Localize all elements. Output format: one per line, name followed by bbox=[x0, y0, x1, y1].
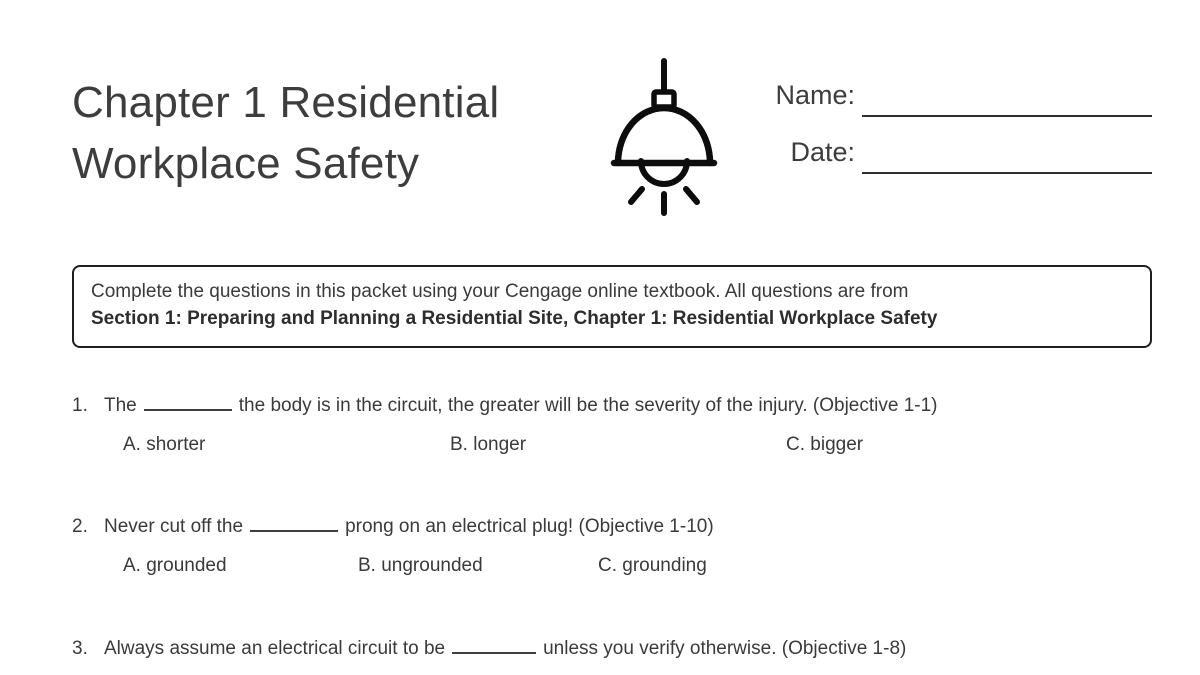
question-3-answer-blank bbox=[452, 651, 536, 654]
question-1-number: 1. bbox=[72, 395, 88, 416]
question-2-text-pre: Never cut off the bbox=[104, 516, 244, 537]
question-1-option-a: A. shorter bbox=[123, 434, 206, 455]
page-title bbox=[72, 72, 499, 194]
date-label: Date: bbox=[790, 137, 855, 167]
question-2-number: 2. bbox=[72, 516, 88, 537]
question-1-answer-blank bbox=[144, 408, 232, 411]
question-1-text-pre: The bbox=[104, 395, 137, 416]
question-2-answer-blank bbox=[250, 529, 338, 532]
question-2 bbox=[72, 515, 1182, 539]
question-3 bbox=[72, 637, 1182, 661]
question-1 bbox=[72, 394, 1182, 418]
question-1-option-b: B. longer bbox=[450, 434, 527, 455]
question-1-text-post: the body is in the circuit, the greater will be the severity of the injury. (Objective 1-1) bbox=[238, 395, 938, 416]
question-2-option-c: C. grounding bbox=[598, 555, 707, 576]
question-2-option-a: A. grounded bbox=[123, 555, 227, 576]
name-fill-line bbox=[862, 115, 1152, 117]
instructions-box bbox=[72, 265, 1152, 348]
date-fill-line bbox=[862, 172, 1152, 174]
instructions-line1: Complete the questions in this packet using your Cengage online textbook. All questions are from bbox=[91, 281, 909, 302]
question-3-text-post: unless you verify otherwise. (Objective 1-8) bbox=[543, 638, 907, 659]
question-1-options bbox=[0, 434, 1200, 458]
question-2-option-b: B. ungrounded bbox=[358, 555, 483, 576]
page-title-line1: Chapter 1 Residential bbox=[72, 78, 500, 127]
question-3-text-pre: Always assume an electrical circuit to be bbox=[104, 638, 446, 659]
question-2-text-post: prong on an electrical plug! (Objective 1-10) bbox=[345, 516, 714, 537]
pendant-lamp-icon bbox=[605, 55, 723, 217]
name-label: Name: bbox=[775, 80, 855, 110]
question-2-options bbox=[0, 555, 1200, 579]
instructions-line2: Section 1: Preparing and Planning a Residential Site, Chapter 1: Residential Workplace Safety bbox=[91, 308, 938, 329]
question-3-number: 3. bbox=[72, 638, 88, 659]
question-1-option-c: C. bigger bbox=[786, 434, 864, 455]
page-title-line2: Workplace Safety bbox=[72, 139, 420, 188]
